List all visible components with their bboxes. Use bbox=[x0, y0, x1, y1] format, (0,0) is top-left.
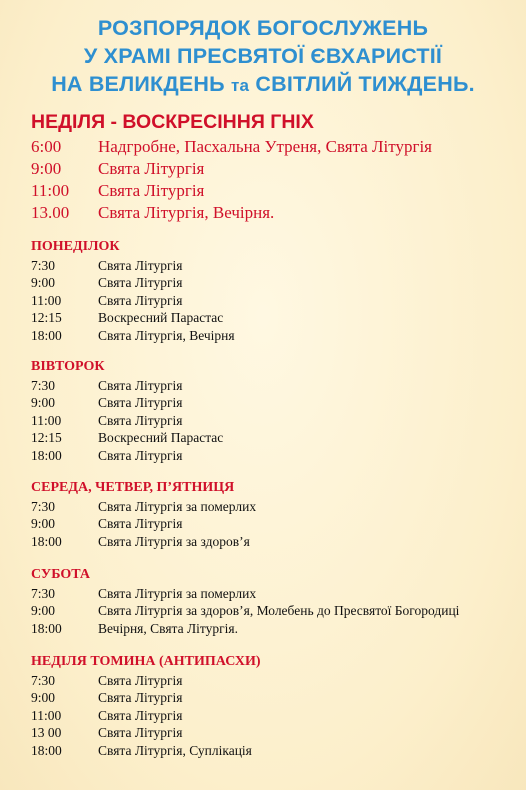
schedule-row bbox=[31, 292, 235, 309]
row-time: 9:00 bbox=[31, 159, 62, 178]
easter-row bbox=[31, 136, 432, 158]
row-service: Свята Літургія bbox=[98, 258, 183, 273]
header-line-3-b: та bbox=[230, 76, 250, 95]
header-line-1: РОЗПОРЯДОК БОГОСЛУЖЕНЬ bbox=[97, 16, 429, 40]
schedule-row bbox=[31, 274, 235, 291]
row-time: 13.00 bbox=[31, 203, 70, 222]
row-time: 9:00 bbox=[31, 516, 56, 532]
row-time: 12:15 bbox=[31, 310, 62, 326]
schedule-row bbox=[31, 533, 256, 550]
row-time: 7:30 bbox=[31, 378, 56, 393]
schedule-row bbox=[31, 672, 261, 689]
schedule-row bbox=[31, 394, 223, 411]
section-saturday bbox=[31, 565, 459, 637]
schedule-row bbox=[31, 620, 459, 637]
section-title: СУБОТА bbox=[31, 567, 91, 582]
schedule-row bbox=[31, 689, 261, 706]
schedule-row bbox=[31, 377, 223, 394]
row-time: 7:30 bbox=[31, 499, 56, 514]
section-wed-thu-fri bbox=[31, 478, 256, 550]
row-time: 11:00 bbox=[31, 707, 62, 723]
row-service: Свята Літургія bbox=[98, 159, 205, 178]
row-time: 7:30 bbox=[31, 586, 56, 601]
row-time: 9:00 bbox=[31, 603, 56, 619]
row-time: 7:30 bbox=[31, 673, 56, 688]
row-service: Свята Літургія bbox=[98, 378, 183, 393]
row-service: Свята Літургія, Вечірня bbox=[98, 327, 235, 343]
row-service: Свята Літургія bbox=[98, 395, 183, 411]
schedule-row bbox=[31, 498, 256, 515]
section-thomas-sunday bbox=[31, 652, 261, 759]
schedule-row bbox=[31, 742, 261, 759]
section-monday bbox=[31, 237, 235, 344]
row-service: Свята Літургія bbox=[98, 707, 183, 723]
row-time: 18:00 bbox=[31, 533, 62, 549]
easter-row bbox=[31, 180, 432, 202]
easter-row bbox=[31, 158, 432, 180]
row-service: Свята Літургія, Вечірня. bbox=[98, 203, 275, 222]
schedule-row bbox=[31, 327, 235, 344]
schedule-row bbox=[31, 412, 223, 429]
row-time: 11:00 bbox=[31, 292, 62, 308]
row-time: 9:00 bbox=[31, 395, 56, 411]
row-time: 11:00 bbox=[31, 181, 70, 200]
schedule-row bbox=[31, 707, 261, 724]
row-service: Вечірня, Свята Літургія. bbox=[98, 620, 238, 636]
schedule-row bbox=[31, 724, 261, 741]
schedule-row bbox=[31, 602, 459, 619]
row-service: Воскресний Парастас bbox=[98, 310, 224, 326]
row-service: Свята Літургія за померлих bbox=[98, 586, 257, 601]
row-time: 12:15 bbox=[31, 430, 62, 446]
schedule-header bbox=[0, 14, 526, 100]
row-service: Свята Літургія за здоров’я bbox=[98, 533, 250, 549]
row-service: Свята Літургія bbox=[98, 412, 183, 428]
row-time: 9:00 bbox=[31, 275, 56, 291]
header-line-3 bbox=[0, 70, 526, 100]
row-service: Свята Літургія bbox=[98, 447, 183, 463]
row-time: 6:00 bbox=[31, 137, 62, 156]
row-service: Свята Літургія bbox=[98, 516, 183, 532]
row-service: Свята Літургія bbox=[98, 673, 183, 688]
row-service: Свята Літургія bbox=[98, 292, 183, 308]
row-service: Свята Літургія bbox=[98, 181, 205, 200]
row-service: Свята Літургія bbox=[98, 690, 183, 706]
section-tuesday bbox=[31, 357, 223, 464]
section-title: НЕДІЛЯ ТОМИНА (АНТИПАСХИ) bbox=[31, 654, 261, 669]
row-service: Надгробне, Пасхальна Утреня, Свята Літургія bbox=[98, 137, 432, 156]
header-line-2: У ХРАМІ ПРЕСВЯТОЇ ЄВХАРИСТІЇ bbox=[83, 44, 443, 68]
header-line-3-c: СВІТЛИЙ ТИЖДЕНЬ. bbox=[255, 72, 475, 96]
row-time: 11:00 bbox=[31, 412, 62, 428]
schedule-row bbox=[31, 447, 223, 464]
row-service: Свята Літургія, Суплікація bbox=[98, 742, 252, 758]
easter-schedule bbox=[31, 136, 432, 224]
row-service: Свята Літургія за померлих bbox=[98, 499, 257, 514]
row-time: 13 00 bbox=[31, 725, 62, 741]
row-service: Воскресний Парастас bbox=[98, 430, 224, 446]
row-time: 18:00 bbox=[31, 327, 62, 343]
schedule-row bbox=[31, 257, 235, 274]
section-title: ВІВТОРОК bbox=[31, 359, 105, 374]
row-service: Свята Літургія bbox=[98, 725, 183, 741]
schedule-row bbox=[31, 309, 235, 326]
row-time: 9:00 bbox=[31, 690, 56, 706]
row-time: 7:30 bbox=[31, 258, 56, 273]
row-time: 18:00 bbox=[31, 447, 62, 463]
schedule-row bbox=[31, 585, 459, 602]
section-title: СЕРЕДА, ЧЕТВЕР, П’ЯТНИЦЯ bbox=[31, 480, 235, 495]
schedule-row bbox=[31, 515, 256, 532]
schedule-row bbox=[31, 429, 223, 446]
row-time: 18:00 bbox=[31, 620, 62, 636]
row-service: Свята Літургія за здоров’я, Молебень до Пресвятої Богородиці bbox=[98, 603, 460, 619]
row-service: Свята Літургія bbox=[98, 275, 183, 291]
easter-row bbox=[31, 202, 432, 224]
row-time: 18:00 bbox=[31, 742, 62, 758]
easter-title: НЕДІЛЯ - ВОСКРЕСІННЯ ГНІХ bbox=[31, 111, 314, 133]
section-title: ПОНЕДІЛОК bbox=[31, 239, 120, 254]
header-line-3-a: НА ВЕЛИКДЕНЬ bbox=[51, 72, 225, 96]
